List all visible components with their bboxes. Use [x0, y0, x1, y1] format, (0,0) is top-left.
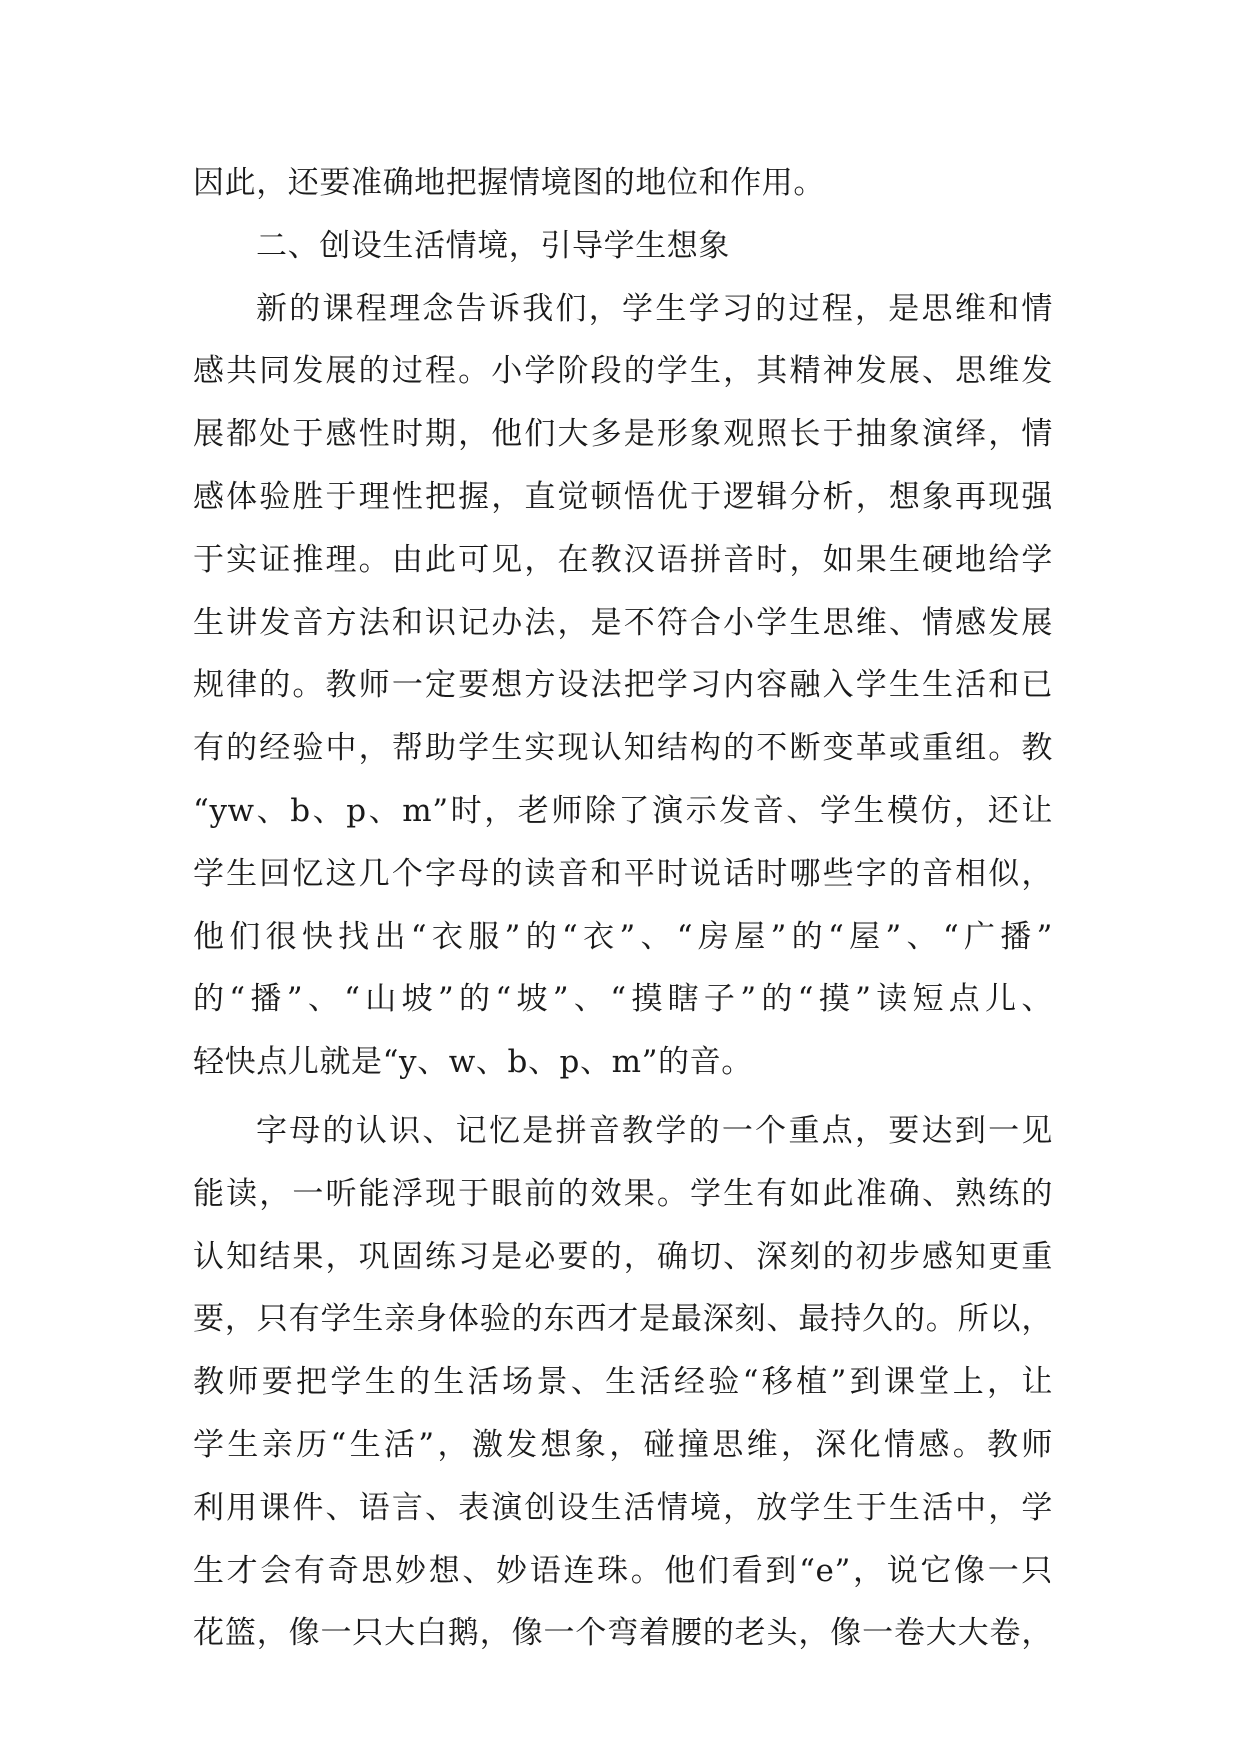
heading-text: 二、创设生活情境，引导学生想象 — [256, 227, 730, 264]
paragraph-continued — [193, 152, 1053, 215]
text-line: 于实证推理。由此可见，在教汉语拼音时，如果生硬地给学 — [193, 541, 1053, 578]
paragraph-course-concept — [193, 278, 1053, 1094]
text-line: 生才会有奇思妙想、妙语连珠。他们看到“e”，说它像一只 — [193, 1552, 1053, 1589]
text-line: 生讲发音方法和识记办法，是不符合小学生思维、情感发展 — [193, 604, 1053, 641]
text-line: 轻快点儿就是“y、w、b、p、m”的音。 — [193, 1044, 753, 1081]
text-line: 要，只有学生亲身体验的东西才是最深刻、最持久的。所以， — [193, 1301, 1053, 1338]
text-line: 规律的。教师一定要想方设法把学习内容融入学生生活和已 — [193, 667, 1053, 704]
document-page — [193, 152, 1053, 1665]
text-line: 能读，一听能浮现于眼前的效果。学生有如此准确、熟练的 — [193, 1175, 1053, 1212]
text-line: 有的经验中，帮助学生实现认知结构的不断变革或重组。教 — [193, 730, 1053, 767]
text-line: 他们很快找出“衣服”的“衣”、“房屋”的“屋”、“广播” — [193, 918, 1053, 955]
paragraph-letter-recognition — [193, 1100, 1053, 1665]
section-heading — [193, 215, 1053, 278]
text-line: 的“播”、“山坡”的“坡”、“摸瞎子”的“摸”读短点儿、 — [193, 981, 1053, 1018]
text-line: 字母的认识、记忆是拼音教学的一个重点，要达到一见 — [256, 1112, 1053, 1149]
text-line: 教师要把学生的生活场景、生活经验“移植”到课堂上，让 — [193, 1364, 1053, 1401]
text-line: 学生回忆这几个字母的读音和平时说话时哪些字的音相似， — [193, 855, 1053, 892]
text-line: 感体验胜于理性把握，直觉顿悟优于逻辑分析，想象再现强 — [193, 478, 1053, 515]
text-line: 新的课程理念告诉我们，学生学习的过程，是思维和情 — [256, 290, 1053, 327]
text-line: 学生亲历“生活”，激发想象，碰撞思维，深化情感。教师 — [193, 1426, 1053, 1463]
text-line: 花篮，像一只大白鹅，像一个弯着腰的老头，像一卷大大卷， — [193, 1615, 1053, 1652]
text-line: 利用课件、语言、表演创设生活情境，放学生于生活中，学 — [193, 1489, 1053, 1526]
text-line: 展都处于感性时期，他们大多是形象观照长于抽象演绎，情 — [193, 416, 1053, 453]
text-line: 认知结果，巩固练习是必要的，确切、深刻的初步感知更重 — [193, 1238, 1053, 1275]
text-line: 感共同发展的过程。小学阶段的学生，其精神发展、思维发 — [193, 353, 1053, 390]
text-line: 因此，还要准确地把握情境图的地位和作用。 — [193, 165, 825, 201]
text-line: “yw、b、p、m”时，老师除了演示发音、学生模仿，还让 — [193, 792, 1053, 829]
